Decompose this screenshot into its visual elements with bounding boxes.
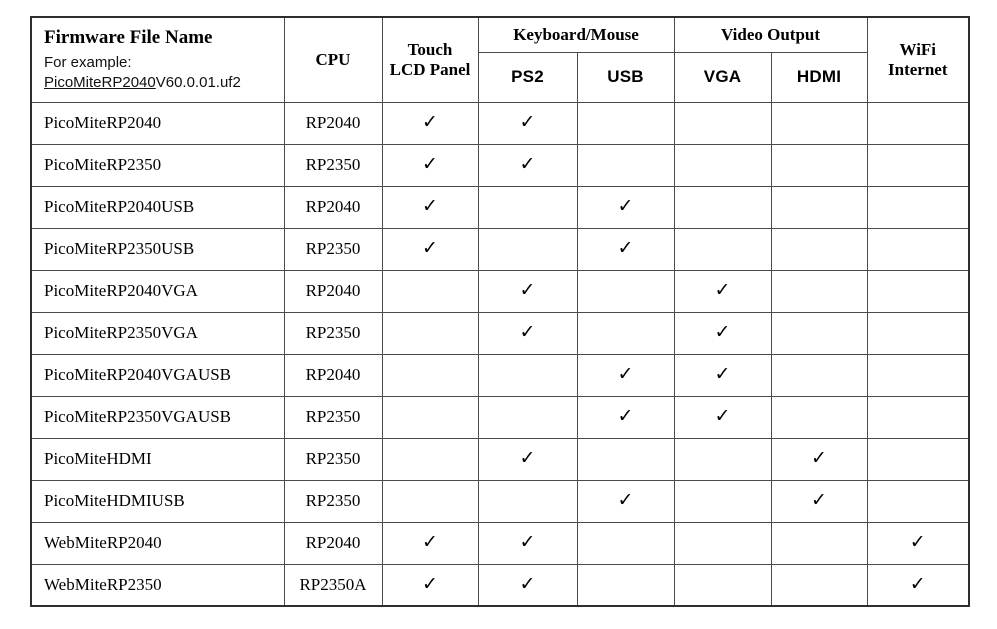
check-cell-ps2 — [478, 564, 577, 606]
table-row — [31, 312, 969, 354]
check-cell-ps2 — [478, 396, 577, 438]
table-row — [31, 144, 969, 186]
check-cell-touch — [382, 354, 478, 396]
column-header-ps2: PS2 — [478, 52, 577, 102]
checkmark-icon: ✓ — [422, 153, 438, 175]
checkmark-icon: ✓ — [519, 447, 536, 469]
checkmark-icon: ✓ — [519, 153, 536, 175]
checkmark-icon: ✓ — [617, 195, 634, 217]
column-header-hdmi: HDMI — [771, 52, 867, 102]
checkmark-icon: ✓ — [519, 279, 536, 301]
checkmark-icon: ✓ — [714, 363, 731, 385]
check-cell-wifi — [867, 186, 969, 228]
table-row — [31, 102, 969, 144]
check-cell-wifi — [867, 312, 969, 354]
column-header-touch-lcd-panel: Touch LCD Panel — [382, 17, 478, 102]
check-cell-usb — [577, 438, 674, 480]
check-cell-touch — [382, 186, 478, 228]
check-cell-touch — [382, 228, 478, 270]
firmware-name-cell: WebMiteRP2350 — [31, 564, 284, 606]
check-cell-ps2 — [478, 438, 577, 480]
check-cell-ps2 — [478, 480, 577, 522]
check-cell-usb — [577, 144, 674, 186]
checkmark-icon: ✓ — [909, 572, 926, 595]
table-row — [31, 438, 969, 480]
check-cell-wifi — [867, 438, 969, 480]
check-cell-hdmi — [771, 312, 867, 354]
firmware-name-cell: PicoMiteRP2350USB — [31, 228, 284, 270]
check-cell-vga — [674, 186, 771, 228]
checkmark-icon: ✓ — [909, 531, 926, 553]
check-cell-touch — [382, 312, 478, 354]
firmware-name-cell: PicoMiteRP2040VGAUSB — [31, 354, 284, 396]
checkmark-icon: ✓ — [422, 111, 438, 133]
example-filename-underlined: PicoMiteRP2040 — [44, 73, 156, 91]
check-cell-ps2 — [478, 270, 577, 312]
table-row — [31, 396, 969, 438]
cpu-cell: RP2350 — [284, 228, 382, 270]
cpu-cell: RP2350 — [284, 480, 382, 522]
checkmark-icon: ✓ — [714, 321, 731, 343]
column-header-usb: USB — [577, 52, 674, 102]
checkmark-icon: ✓ — [714, 279, 731, 301]
check-cell-vga — [674, 522, 771, 564]
check-cell-touch — [382, 522, 478, 564]
check-cell-vga — [674, 270, 771, 312]
cpu-cell: RP2040 — [284, 354, 382, 396]
example-filename-rest: V60.0.01.uf2 — [155, 73, 241, 91]
check-cell-vga — [674, 480, 771, 522]
check-cell-wifi — [867, 270, 969, 312]
check-cell-ps2 — [478, 354, 577, 396]
check-cell-vga — [674, 564, 771, 606]
checkmark-icon: ✓ — [617, 237, 634, 259]
check-cell-usb — [577, 396, 674, 438]
check-cell-usb — [577, 312, 674, 354]
column-group-keyboard-mouse: Keyboard/Mouse — [478, 17, 674, 52]
check-cell-hdmi — [771, 522, 867, 564]
example-label: For example: — [44, 54, 132, 72]
check-cell-usb — [577, 186, 674, 228]
check-cell-hdmi — [771, 270, 867, 312]
checkmark-icon: ✓ — [811, 447, 827, 469]
cpu-cell: RP2040 — [284, 102, 382, 144]
firmware-name-cell: PicoMiteRP2040USB — [31, 186, 284, 228]
check-cell-touch — [382, 480, 478, 522]
check-cell-wifi — [867, 354, 969, 396]
check-cell-wifi — [867, 228, 969, 270]
header-row-top — [31, 17, 969, 52]
check-cell-ps2 — [478, 228, 577, 270]
check-cell-usb — [577, 102, 674, 144]
check-cell-ps2 — [478, 144, 577, 186]
checkmark-icon: ✓ — [422, 531, 438, 553]
check-cell-hdmi — [771, 480, 867, 522]
check-cell-touch — [382, 144, 478, 186]
table-row — [31, 228, 969, 270]
firmware-name-cell: PicoMiteHDMI — [31, 438, 284, 480]
table-row — [31, 522, 969, 564]
checkmark-icon: ✓ — [519, 572, 536, 595]
checkmark-icon: ✓ — [519, 321, 536, 343]
check-cell-hdmi — [771, 564, 867, 606]
firmware-name-cell: PicoMiteRP2350 — [31, 144, 284, 186]
check-cell-hdmi — [771, 102, 867, 144]
cpu-cell: RP2350 — [284, 438, 382, 480]
check-cell-touch — [382, 102, 478, 144]
check-cell-touch — [382, 564, 478, 606]
cpu-cell: RP2040 — [284, 186, 382, 228]
checkmark-icon: ✓ — [422, 237, 438, 259]
column-header-firmware-file-name — [31, 17, 284, 102]
table-header — [31, 17, 969, 102]
check-cell-wifi — [867, 564, 969, 606]
table-row — [31, 480, 969, 522]
checkmark-icon: ✓ — [422, 572, 438, 595]
firmware-name-cell: PicoMiteRP2350VGAUSB — [31, 396, 284, 438]
firmware-name-cell: WebMiteRP2040 — [31, 522, 284, 564]
check-cell-wifi — [867, 480, 969, 522]
firmware-compatibility-table — [30, 16, 970, 607]
check-cell-usb — [577, 270, 674, 312]
check-cell-wifi — [867, 102, 969, 144]
check-cell-usb — [577, 354, 674, 396]
check-cell-ps2 — [478, 102, 577, 144]
firmware-file-name-title: Firmware File Name — [44, 27, 213, 49]
table-body — [31, 102, 969, 606]
column-header-cpu: CPU — [284, 17, 382, 102]
checkmark-icon: ✓ — [422, 195, 438, 217]
table-row — [31, 270, 969, 312]
checkmark-icon: ✓ — [617, 363, 634, 385]
firmware-name-cell: PicoMiteHDMIUSB — [31, 480, 284, 522]
check-cell-usb — [577, 522, 674, 564]
check-cell-ps2 — [478, 312, 577, 354]
check-cell-wifi — [867, 522, 969, 564]
checkmark-icon: ✓ — [617, 405, 634, 427]
check-cell-touch — [382, 270, 478, 312]
check-cell-hdmi — [771, 396, 867, 438]
column-group-video-output: Video Output — [674, 17, 867, 52]
check-cell-hdmi — [771, 354, 867, 396]
check-cell-vga — [674, 312, 771, 354]
check-cell-hdmi — [771, 228, 867, 270]
check-cell-usb — [577, 564, 674, 606]
check-cell-usb — [577, 480, 674, 522]
check-cell-touch — [382, 438, 478, 480]
firmware-name-cell: PicoMiteRP2040 — [31, 102, 284, 144]
check-cell-vga — [674, 228, 771, 270]
column-header-vga: VGA — [674, 52, 771, 102]
cpu-cell: RP2350A — [284, 564, 382, 606]
check-cell-vga — [674, 354, 771, 396]
checkmark-icon: ✓ — [811, 489, 827, 511]
check-cell-ps2 — [478, 522, 577, 564]
check-cell-wifi — [867, 396, 969, 438]
cpu-cell: RP2040 — [284, 522, 382, 564]
table-row — [31, 186, 969, 228]
check-cell-usb — [577, 228, 674, 270]
check-cell-ps2 — [478, 186, 577, 228]
cpu-cell: RP2350 — [284, 144, 382, 186]
cpu-cell: RP2040 — [284, 270, 382, 312]
checkmark-icon: ✓ — [714, 405, 731, 427]
firmware-name-cell: PicoMiteRP2350VGA — [31, 312, 284, 354]
check-cell-hdmi — [771, 144, 867, 186]
check-cell-hdmi — [771, 438, 867, 480]
check-cell-touch — [382, 396, 478, 438]
check-cell-vga — [674, 438, 771, 480]
checkmark-icon: ✓ — [519, 531, 536, 553]
checkmark-icon: ✓ — [519, 111, 536, 133]
checkmark-icon: ✓ — [617, 489, 634, 511]
cpu-cell: RP2350 — [284, 396, 382, 438]
check-cell-vga — [674, 144, 771, 186]
check-cell-vga — [674, 102, 771, 144]
cpu-cell: RP2350 — [284, 312, 382, 354]
table-row — [31, 354, 969, 396]
firmware-name-cell: PicoMiteRP2040VGA — [31, 270, 284, 312]
check-cell-wifi — [867, 144, 969, 186]
check-cell-hdmi — [771, 186, 867, 228]
column-header-wifi-internet: WiFi Internet — [867, 17, 969, 102]
table-row — [31, 564, 969, 606]
firmware-example — [44, 53, 276, 92]
check-cell-vga — [674, 396, 771, 438]
